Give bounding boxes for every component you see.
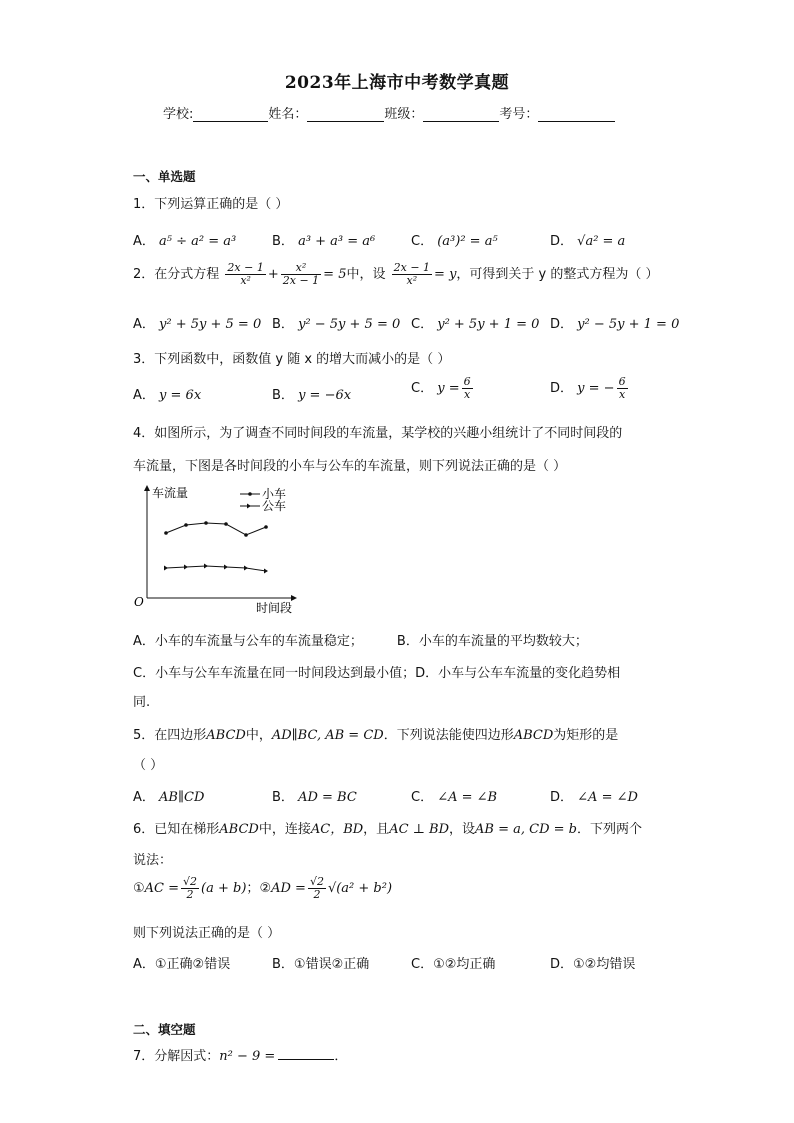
student-info-row [163,103,615,122]
q2-fraction-1: $\frac{2x - 1}{\text{x²}}$ [227,261,264,287]
q2-option-b[interactable]: B． y² − 5y + 5 = 0 [272,317,401,332]
chart-legend [240,487,286,513]
question-4-option-row-2 [133,662,620,681]
q3-option-c[interactable]: C． y = $\frac{6}{x}$ [411,375,471,401]
question-1-stem: 1．下列运算正确的是（ ） [133,197,289,212]
question-2-options [133,313,689,332]
data-point-car-4 [224,522,228,526]
statement-2: ②AD = $\frac{√2}{2}$ √(a² + b²) [259,875,393,901]
section-heading-fill-in: 二、填空题 [133,1022,196,1037]
legend-marker-car [248,492,252,496]
question-5-stem: 5．在四边形ABCD中，AD∥BC, AB = CD．下列说法能使四边形ABCD为矩形的是 [133,728,619,743]
q1-option-a[interactable]: A． a⁵ ÷ a² = a³ [133,234,237,249]
data-point-bus-6 [264,569,268,574]
q5-option-a[interactable]: A． AB∥CD [133,790,205,805]
question-6-stem-line-2: 说法： [133,853,173,868]
question-2-stem: 2．在分式方程 $\frac{2x - 1}{\text{x²}}$ + $\frac{\text{x²}}{2x - 1}$ = 5中，设 $\frac{2x - 1}{\text{x²}}$ = y，可得到关于 y 的整式方程为（ ） [133,261,659,287]
origin-label: O [134,595,144,609]
question-3-options [133,376,689,403]
section-heading-single-choice: 一、单选题 [133,169,196,184]
question-6-stem-line-1: 6．已知在梯形ABCD中，连接AC，BD，且AC ⊥ BD，设AB = a, CD = b．下列两个 [133,822,642,837]
question-5-options [133,786,689,805]
question-4-option-row-1 [133,630,588,649]
q2-fraction-2: $\frac{\text{x²}}{2x - 1}$ [282,261,320,287]
series-line-bus [166,566,266,571]
data-point-car-1 [164,531,168,535]
q4-option-d-continued: 同. [133,695,151,710]
q3-option-d[interactable]: D． y = − $\frac{6}{x}$ [550,375,626,401]
chart-series-layer [164,521,268,573]
q6-option-d[interactable]: D．①②均错误 [550,957,636,972]
data-point-bus-3 [204,564,208,569]
statement-1: ①AC = $\frac{√2}{2}$ (a + b) [133,875,247,901]
legend-label-bus: 公车 [262,499,287,513]
data-point-car-6 [264,525,268,529]
page-title: 2023年上海市中考数学真题 [284,73,510,93]
question-4-stem-line-2: 车流量，下图是各时间段的小车与公车的车流量，则下列说法正确的是（ ） [133,459,567,474]
class-blank[interactable] [423,107,499,122]
school-blank[interactable] [193,107,268,122]
q6-option-a[interactable]: A．①正确②错误 [133,957,231,972]
name-label: 姓名： [268,107,308,122]
legend-marker-bus [247,504,251,509]
data-point-car-5 [244,533,248,537]
exam-no-blank[interactable] [538,107,615,122]
q2-fraction-3: $\frac{2x - 1}{\text{x²}}$ [393,261,431,287]
q1-option-d[interactable]: D． √a² = a [550,234,626,249]
q2-option-c[interactable]: C． y² + 5y + 1 = 0 [411,317,540,332]
q5-option-d[interactable]: D． ∠A = ∠D [550,790,638,805]
traffic-line-chart [128,480,308,620]
exam-no-label: 考号： [499,107,539,122]
school-label: 学校: [163,107,194,122]
q4-option-c[interactable]: C．小车与公车车流量在同一时间段达到最小值； [133,666,416,681]
question-6-ask: 则下列说法正确的是（ ） [133,926,281,941]
q6-option-c[interactable]: C．①②均正确 [411,957,496,972]
y-axis-label: 车流量 [152,486,189,500]
data-point-bus-4 [224,565,228,570]
class-label: 班级： [384,107,424,122]
legend-label-car: 小车 [262,487,287,501]
data-point-bus-1 [164,566,168,571]
data-point-car-3 [204,521,208,525]
question-1-options [133,230,689,249]
q3-option-a[interactable]: A． y = 6x [133,388,202,403]
q7-answer-blank[interactable] [278,1047,334,1060]
q2-option-d[interactable]: D． y² − 5y + 1 = 0 [550,317,680,332]
data-point-car-2 [184,523,188,527]
question-5-paren: （ ） [133,758,164,773]
question-6-statements: ①AC = $\frac{√2}{2}$ (a + b)；②AD = $\frac{√2}{2}$ √(a² + b²) [133,875,393,901]
q2-option-a[interactable]: A． y² + 5y + 5 = 0 [133,317,262,332]
question-6-options [133,953,689,972]
q3-option-b[interactable]: B． y = −6x [272,388,352,403]
series-line-car [166,523,266,535]
q4-option-a[interactable]: A．小车的车流量与公车的车流量稳定； [133,634,363,649]
q6-option-b[interactable]: B．①错误②正确 [272,957,370,972]
q1-option-b[interactable]: B． a³ + a³ = a⁶ [272,234,376,249]
question-7: 7．分解因式：n² − 9 = ． [133,1049,348,1064]
q4-option-b[interactable]: B．小车的车流量的平均数较大； [396,634,588,649]
name-blank[interactable] [307,107,384,122]
data-point-bus-5 [244,566,248,571]
data-point-bus-2 [184,565,188,570]
question-4-stem-line-1: 4．如图所示，为了调查不同时间段的车流量，某学校的兴趣小组统计了不同时间段的 [133,426,623,441]
q1-option-c[interactable]: C． (a³)² = a⁵ [411,234,498,249]
q4-option-d[interactable]: D．小车与公车车流量的变化趋势相 [415,666,621,681]
q5-option-b[interactable]: B． AD = BC [272,790,357,805]
question-3-stem: 3．下列函数中，函数值 y 随 x 的增大而减小的是（ ） [133,352,451,367]
q5-option-c[interactable]: C． ∠A = ∠B [411,790,498,805]
x-axis-label: 时间段 [256,601,293,615]
